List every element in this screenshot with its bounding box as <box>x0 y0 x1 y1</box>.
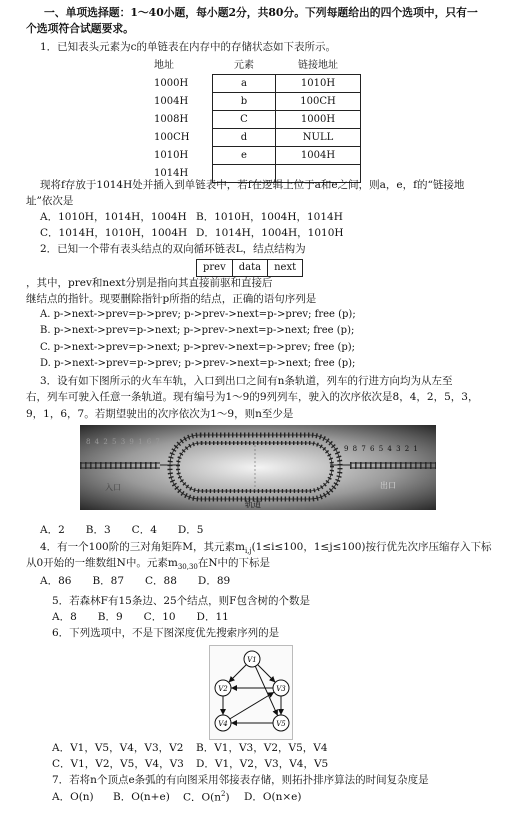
q2-option-b: B. p->next->prev=p->next; p->prev->next=p->next; free (p); <box>40 325 355 336</box>
table-row <box>154 111 361 129</box>
q3-options: A．2 B．3 C．4 D．5 <box>40 524 204 536</box>
table-cell: 1000H <box>276 111 361 129</box>
node-structure <box>196 259 303 277</box>
graph-edge <box>258 665 276 683</box>
q4-options: A．86 B．87 C．88 D．89 <box>40 575 231 587</box>
q7-option-c-text: ) <box>225 791 230 804</box>
table-header: 元素 <box>234 60 254 71</box>
q2-option-c: C. p->next->prev=p->next; p->prev->next=p->prev; free (p); <box>40 342 356 353</box>
table-cell: 1010H <box>154 150 189 161</box>
table-cell: 1004H <box>154 96 189 107</box>
table-cell: 100CH <box>154 132 190 143</box>
graph-node-label: V2 <box>218 685 228 693</box>
q7-option-d: D．O(n×e) <box>244 791 302 803</box>
graph-edge <box>230 692 274 719</box>
q1-stem: 1．已知表头元素为c的单链表在内存中的存储状态如下表所示。 <box>40 41 337 53</box>
table-row <box>154 93 361 111</box>
q4-text: 从0开始的一维数组N中。元素m <box>26 557 178 569</box>
q4-stem-cont <box>26 556 270 573</box>
q4-text: 4．有一个100阶的三对角矩阵M，其元素m <box>40 541 245 553</box>
table-cell: 100CH <box>276 93 361 111</box>
q2-stem: 2．已知一个带有表头结点的双向循环链表L，结点结构为 <box>40 243 306 255</box>
graph-node-label: V3 <box>276 685 286 693</box>
table-header: 地址 <box>154 60 174 72</box>
graph-node-label: V4 <box>218 720 228 728</box>
table-cell: 1014H <box>154 168 189 179</box>
table-cell: a <box>213 75 276 93</box>
q7-option-a: A．O(n) <box>52 791 94 803</box>
q6-option-c: C．V1，V2，V5，V4，V3 <box>52 758 184 770</box>
q4-stem <box>40 540 492 557</box>
q6-option-b: B．V1，V3，V2，V5，V4 <box>196 742 328 754</box>
table-row <box>154 147 361 165</box>
q2-text: ，其中，prev和next分别是指向其直接前驱和直接后 <box>26 277 273 289</box>
train-in-sequence: 8 4 2 5 3 9 1 6 7 <box>86 438 161 446</box>
q4-text: 在N中的下标是 <box>197 557 271 569</box>
q5-options: A．8 B．9 C．10 D．11 <box>52 611 229 623</box>
table-row <box>154 75 361 93</box>
exit-label: 出口 <box>380 481 396 490</box>
q3-stem: 3．设有如下图所示的火车车轨，入口到出口之间有n条轨道，列车的行进方向均为从左至 <box>40 375 453 387</box>
train-out-sequence: 9 8 7 6 5 4 3 2 1 <box>344 445 419 453</box>
section-title: 一、单项选择题：1～40小题，每小题2分，共80分。下列每题给出的四个选项中，只有一 <box>44 6 478 19</box>
q1-text: 现将f存放于1014H处并插入到单链表中，若f在逻辑上位于a和e之间，则a，e，f的“链接地 <box>40 179 465 191</box>
track-label: 轨道 <box>245 500 261 509</box>
q4-subscript: i,j <box>244 547 252 556</box>
graph-edge <box>229 665 247 683</box>
graph-node-label: V1 <box>247 656 257 664</box>
section-title-cont: 个选项符合试题要求。 <box>26 22 134 35</box>
table-cell: NULL <box>276 129 361 147</box>
graph-node-label: V5 <box>276 720 286 728</box>
q7-option-c-text: C．O(n <box>183 791 222 804</box>
table-cell: 1000H <box>154 78 189 89</box>
directed-graph-figure <box>209 645 293 740</box>
q2-option-a: A. p->next->prev=p->prev; p->prev->next=p->prev; free (p); <box>40 309 356 320</box>
table-cell: C <box>213 111 276 129</box>
table-header: 链接地址 <box>298 60 338 71</box>
linked-list-table <box>154 57 361 183</box>
table-cell: d <box>213 129 276 147</box>
q1-option-c: C．1014H，1010H，1004H <box>40 227 188 239</box>
node-field-data: data <box>233 260 268 276</box>
q6-stem: 6．下列选项中，不是下图深度优先搜索序列的是 <box>52 627 280 639</box>
q7-stem: 7．若将n个顶点e条弧的有向图采用邻接表存储，则拓扑排序算法的时间复杂度是 <box>52 774 429 786</box>
table-cell: e <box>213 147 276 165</box>
entrance-label: 入口 <box>105 483 121 492</box>
node-field-prev: prev <box>197 260 233 276</box>
q1-option-b: B．1010H，1004H，1014H <box>196 211 343 223</box>
q1-option-a: A．1010H，1014H，1004H <box>40 211 187 223</box>
q3-stem-cont2: 9，1，6，7。若期望驶出的次序依次为1～9，则n至少是 <box>26 408 294 420</box>
q1-option-d: D．1014H，1004H，1010H <box>196 227 344 239</box>
q7-option-b: B．O(n+e) <box>113 791 170 803</box>
table-cell: 1004H <box>276 147 361 165</box>
q2-text-cont: 继结点的指针。现要删除指针p所指的结点，正确的语句序列是 <box>26 293 317 305</box>
directed-graph <box>210 646 292 739</box>
table-cell: 1010H <box>276 75 361 93</box>
q1-text-cont: 址”依次是 <box>26 195 74 207</box>
node-field-next: next <box>274 262 297 273</box>
table-cell: 1008H <box>154 114 189 125</box>
q2-option-d: D. p->next->prev=p->prev; p->prev->next=p->next; free (p); <box>40 358 356 369</box>
q4-text: (1≤i≤100，1≤j≤100)按行优先次序压缩存入下标 <box>251 541 492 553</box>
table-cell: b <box>213 93 276 111</box>
q4-subscript: 30,30 <box>177 563 198 572</box>
q6-option-a: A．V1，V5，V4，V3，V2 <box>52 742 184 754</box>
q3-stem-cont: 右，列车可驶入任意一条轨道。现有编号为1～9的9列列车，驶入的次序依次是8，4，2，5，3， <box>26 391 479 403</box>
table-row <box>154 129 361 147</box>
q6-option-d: D．V1，V2，V3，V4，V5 <box>196 758 329 770</box>
q7-superscript: 2 <box>221 790 226 798</box>
q5-stem: 5．若森林F有15条边、25个结点，则F包含树的个数是 <box>52 595 310 607</box>
q7-option-c <box>183 790 230 805</box>
